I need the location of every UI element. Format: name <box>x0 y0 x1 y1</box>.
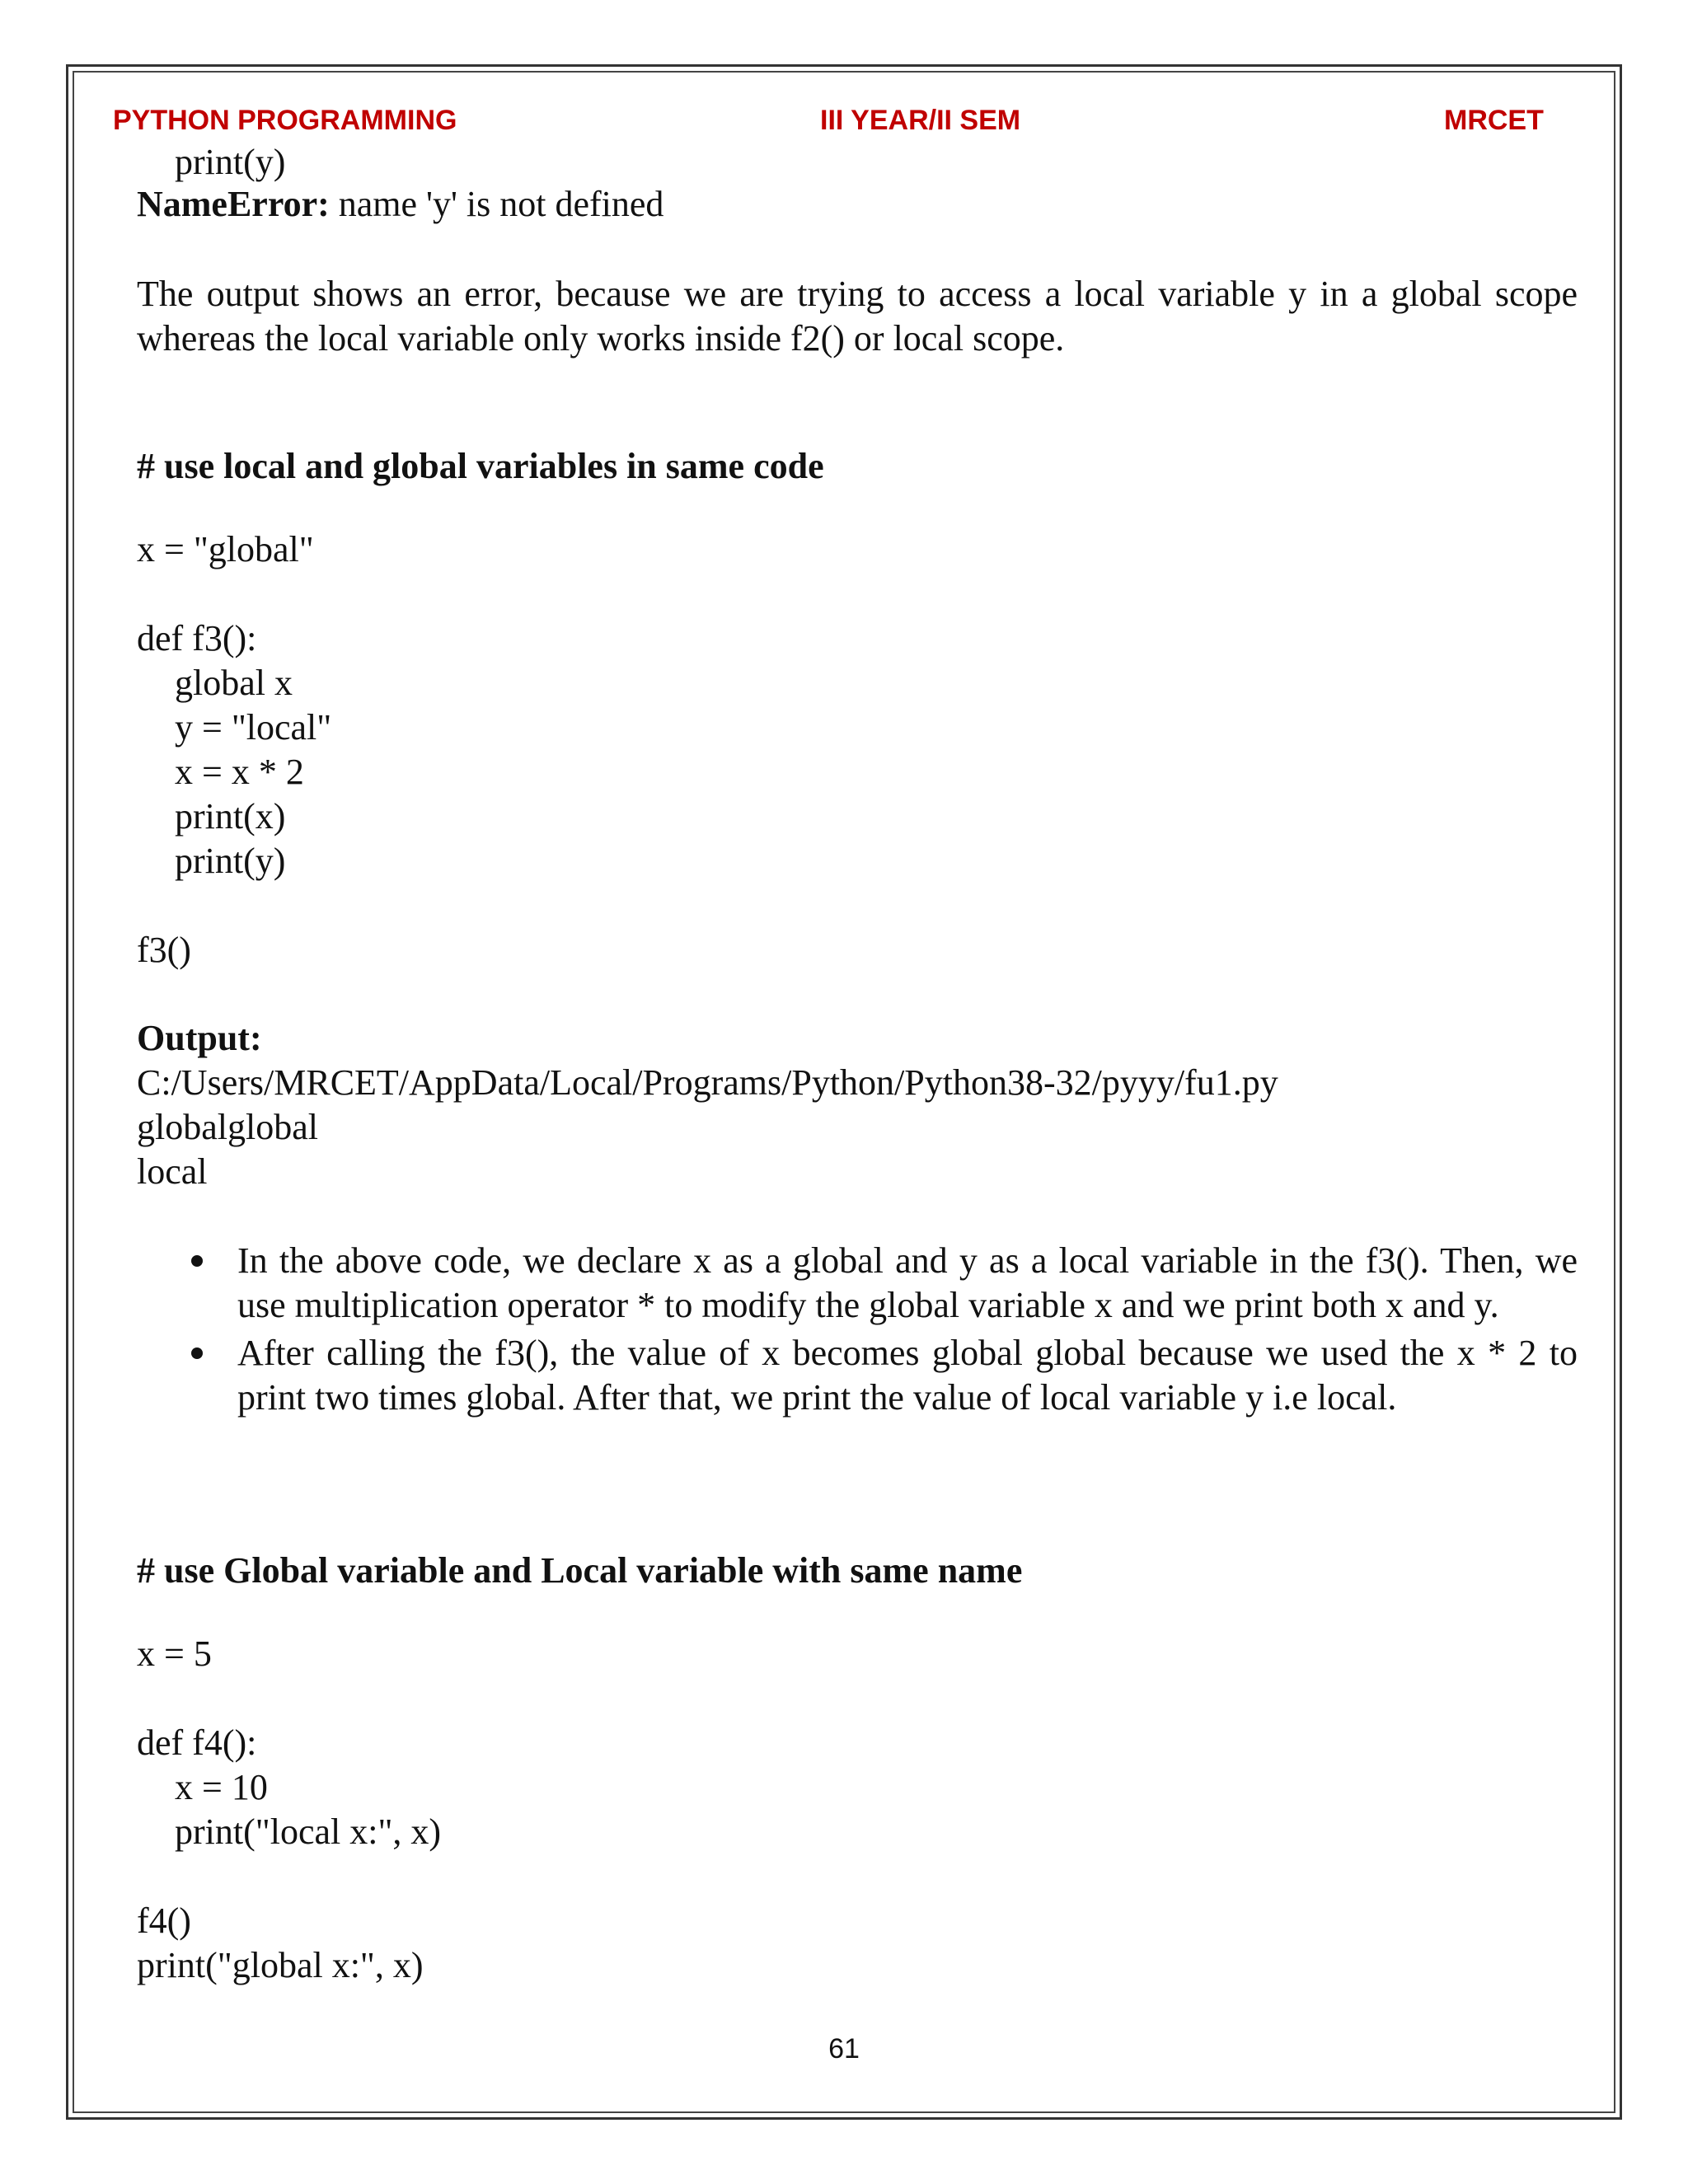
header-year-semester: III YEAR/II SEM <box>820 105 1021 136</box>
header-course-title: PYTHON PROGRAMMING <box>113 105 457 136</box>
output-label: Output: <box>137 1018 262 1058</box>
code-line-def-f4: def f4(): <box>137 1722 257 1763</box>
page-number: 61 <box>828 2033 860 2064</box>
explanation-paragraph: The output shows an error, because we are trying to access a local variable y in a global scope whereas the local variable only works inside f2() or local scope. <box>137 274 1578 359</box>
error-text: name 'y' is not defined <box>329 184 664 224</box>
bullet-text: After calling the f3(), the value of x becomes global global because we used the x * 2 to print two times global. After that, we print the value of local variable y i.e local. <box>237 1333 1578 1418</box>
code-line-f3-body: global x <box>175 663 293 703</box>
output-line: local <box>137 1151 208 1192</box>
code-line-f3-body: print(y) <box>175 841 286 881</box>
bullet-icon <box>191 1347 203 1359</box>
code-line-f3-body: x = x * 2 <box>175 752 304 792</box>
error-line <box>137 182 663 227</box>
output-line-path: C:/Users/MRCET/AppData/Local/Programs/Python/Python38-32/pyyy/fu1.py <box>137 1062 1278 1103</box>
bullet-item <box>137 1331 1578 1420</box>
section2-heading: # use Global variable and Local variable with same name <box>137 1550 1023 1591</box>
code-line-print-y: print(y) <box>175 142 286 182</box>
bullet-icon <box>191 1255 203 1267</box>
code-line-f4-body: x = 10 <box>175 1767 268 1807</box>
error-label: NameError: <box>137 184 330 224</box>
code-line-call-f3: f3() <box>137 930 191 970</box>
code-line-assign-5: x = 5 <box>137 1633 212 1674</box>
code-line-f3-body: print(x) <box>175 796 286 837</box>
code-line-def-f3: def f3(): <box>137 618 257 658</box>
bullet-text: In the above code, we declare x as a global and y as a local variable in the f3(). Then, we use multiplication operator * to modify the global variable x and we print both x and y. <box>237 1240 1578 1325</box>
code-line-assign-global: x = "global" <box>137 529 314 569</box>
code-line-f3-body: y = "local" <box>175 707 332 748</box>
explanation-bullet-list <box>137 1239 1578 1420</box>
code-line-call-f4: f4() <box>137 1900 191 1941</box>
header-institution: MRCET <box>1444 105 1544 136</box>
code-line-f4-body: print("local x:", x) <box>175 1811 442 1852</box>
section1-heading: # use local and global variables in same code <box>137 446 824 486</box>
output-line: globalglobal <box>137 1107 318 1147</box>
code-line-print-global: print("global x:", x) <box>137 1945 424 1985</box>
bullet-item <box>137 1239 1578 1328</box>
